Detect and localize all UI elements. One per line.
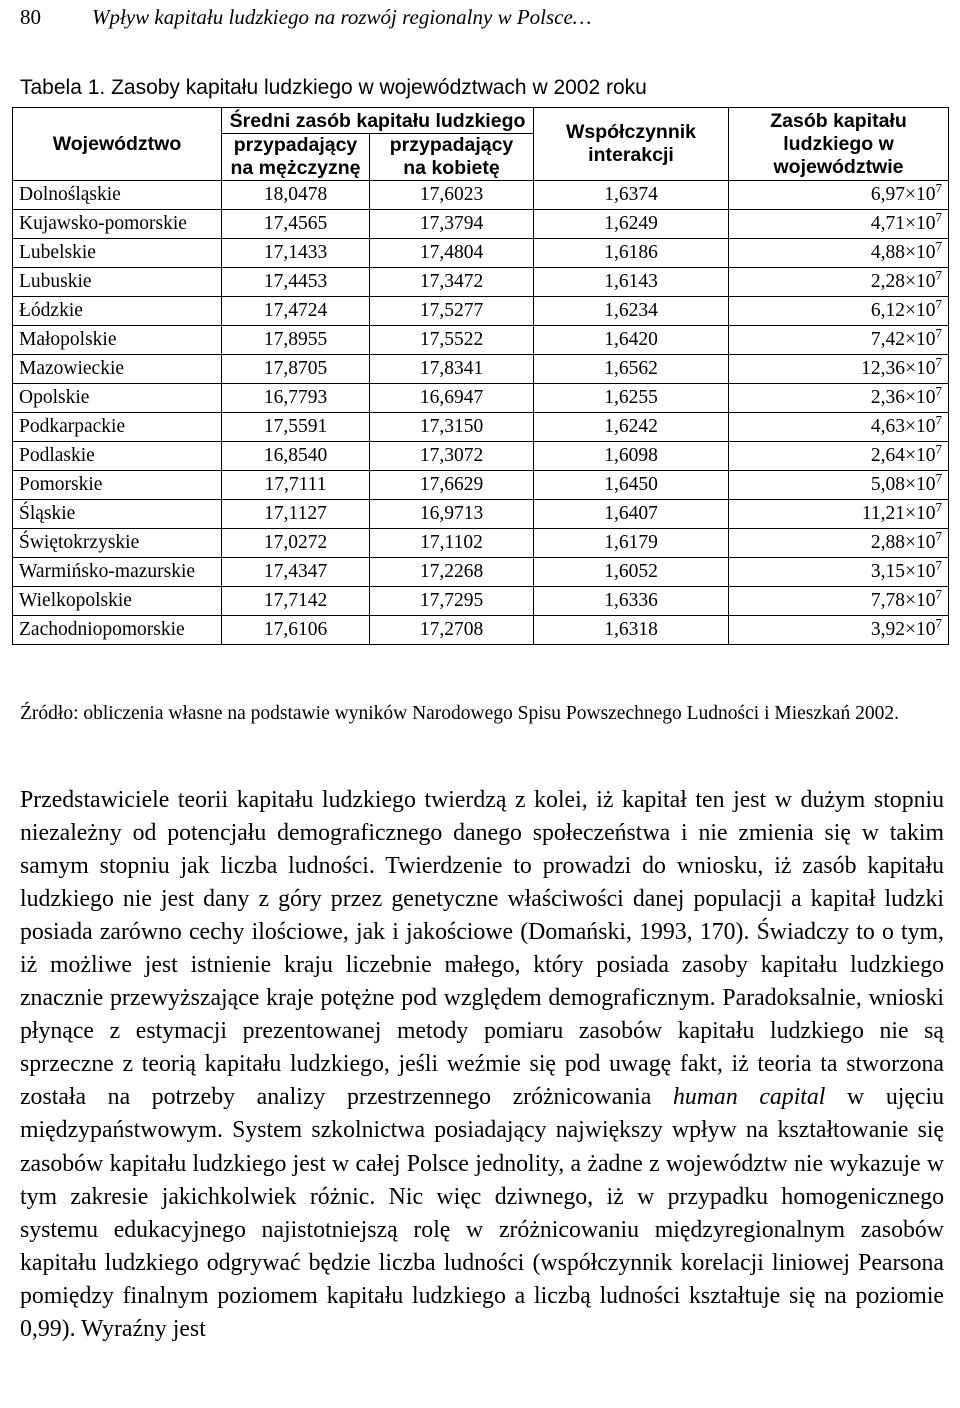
stock-exponent: 7 — [935, 586, 942, 602]
stock-exponent: 7 — [935, 209, 942, 225]
table-row — [13, 210, 949, 239]
table-row — [13, 326, 949, 355]
cell-voivodeship: Zachodniopomorskie — [13, 616, 222, 645]
cell-male: 17,5591 — [222, 413, 370, 442]
header-interaction-coefficient: Współczynnik interakcji — [534, 108, 729, 181]
cell-voivodeship: Opolskie — [13, 384, 222, 413]
table-header — [13, 108, 949, 181]
cell-total-stock — [729, 268, 949, 297]
cell-voivodeship: Łódzkie — [13, 297, 222, 326]
header-voivodeship: Województwo — [13, 108, 222, 181]
body-text-emphasis: human capital — [672, 1084, 826, 1111]
stock-mantissa: 7,42×10 — [870, 329, 936, 350]
stock-mantissa: 12,36×10 — [861, 358, 936, 379]
cell-female: 17,6023 — [370, 181, 534, 210]
cell-total-stock — [729, 442, 949, 471]
cell-female: 16,9713 — [370, 500, 534, 529]
stock-mantissa: 7,78×10 — [870, 590, 936, 611]
page-number: 80 — [20, 5, 41, 29]
stock-mantissa: 2,64×10 — [870, 445, 936, 466]
table-row — [13, 500, 949, 529]
cell-male: 17,8955 — [222, 326, 370, 355]
table-row — [13, 471, 949, 500]
cell-female: 17,2268 — [370, 558, 534, 587]
cell-female: 17,7295 — [370, 587, 534, 616]
table-row — [13, 442, 949, 471]
stock-exponent: 7 — [935, 180, 942, 196]
cell-coefficient: 1,6255 — [534, 384, 729, 413]
stock-exponent: 7 — [935, 528, 942, 544]
table-row — [13, 355, 949, 384]
stock-exponent: 7 — [935, 238, 942, 254]
cell-voivodeship: Pomorskie — [13, 471, 222, 500]
cell-male: 17,7111 — [222, 471, 370, 500]
cell-coefficient: 1,6098 — [534, 442, 729, 471]
header-total-stock: Zasób kapitału ludzkiego w województwie — [729, 108, 949, 181]
stock-exponent: 7 — [935, 615, 942, 631]
cell-male: 17,6106 — [222, 616, 370, 645]
cell-coefficient: 1,6318 — [534, 616, 729, 645]
table-caption: Tabela 1. Zasoby kapitału ludzkiego w województwach w 2002 roku — [20, 76, 647, 99]
cell-male: 17,7142 — [222, 587, 370, 616]
cell-male: 16,8540 — [222, 442, 370, 471]
stock-exponent: 7 — [935, 557, 942, 573]
running-title: Wpływ kapitału ludzkiego na rozwój regionalny w Polsce… — [92, 5, 592, 29]
stock-exponent: 7 — [935, 267, 942, 283]
cell-total-stock — [729, 297, 949, 326]
stock-exponent: 7 — [935, 470, 942, 486]
cell-male: 17,4453 — [222, 268, 370, 297]
cell-male: 16,7793 — [222, 384, 370, 413]
cell-male: 18,0478 — [222, 181, 370, 210]
stock-mantissa: 5,08×10 — [870, 474, 936, 495]
cell-voivodeship: Warmińsko-mazurskie — [13, 558, 222, 587]
stock-mantissa: 2,88×10 — [870, 532, 936, 553]
cell-female: 17,3794 — [370, 210, 534, 239]
table-row — [13, 268, 949, 297]
cell-female: 17,2708 — [370, 616, 534, 645]
cell-total-stock — [729, 384, 949, 413]
cell-voivodeship: Śląskie — [13, 500, 222, 529]
stock-mantissa: 6,97×10 — [870, 184, 936, 205]
stock-exponent: 7 — [935, 354, 942, 370]
body-text-part2: w ujęciu międzypaństwowym. System szkolnictwa posiadający największy wpływ na kształtowanie się zasobów kapitału ludzkiego jest w całej Polsce jednolity, a żadne z województw nie wykazuje w tym zakresie jakichkolwiek różnic. Nic więc dziwnego, iż w przypadku homogenicznego systemu edukacyjnego najistotniejszą rolę w zróżnicowaniu międzyregionalnym zasobów kapitału ludzkiego odgrywać będzie liczba ludności (współczynnik korelacji liniowej Pearsona pomiędzy finalnym poziomem kapitału ludzkiego a liczbą ludności kształtuje się na poziomie 0,99). Wyraźny jest — [20, 1084, 944, 1342]
cell-female: 17,3150 — [370, 413, 534, 442]
table-body — [13, 181, 949, 645]
cell-male: 17,1433 — [222, 239, 370, 268]
cell-voivodeship: Podlaskie — [13, 442, 222, 471]
body-text-part1: Przedstawiciele teorii kapitału ludzkiego twierdzą z kolei, iż kapitał ten jest w dużym stopniu niezależny od potencjału demograficznego danego społeczeństwa i nie zmienia się w takim samym stopniu jak liczba ludności. Twierdzenie to prowadzi do wniosku, iż zasób kapitału ludzkiego nie jest dany z góry przez genetyczne właściwości danej populacji a kapitał ludzki posiada zarówno cechy ilościowe, jak i jakościowe (Domański, 1993, 170). Świadczy to o tym, iż możliwe jest istnienie kraju liczebnie małego, który posiada zasoby kapitału ludzkiego znacznie przewyższające kraje potężne pod względem demograficznym. Paradoksalnie, wnioski płynące z estymacji prezentowanej metody pomiaru zasobów kapitału ludzkiego nie są sprzeczne z teorią kapitału ludzkiego, jeśli weźmie się pod uwagę fakt, iż teoria ta stworzona została na potrzeby analizy przestrzennego zróżnicowania — [20, 787, 944, 1111]
cell-coefficient: 1,6450 — [534, 471, 729, 500]
cell-female: 17,5522 — [370, 326, 534, 355]
cell-coefficient: 1,6052 — [534, 558, 729, 587]
cell-female: 17,3072 — [370, 442, 534, 471]
cell-total-stock — [729, 326, 949, 355]
cell-total-stock — [729, 616, 949, 645]
cell-voivodeship: Lubuskie — [13, 268, 222, 297]
stock-exponent: 7 — [935, 441, 942, 457]
table-row — [13, 558, 949, 587]
cell-voivodeship: Kujawsko-pomorskie — [13, 210, 222, 239]
stock-exponent: 7 — [935, 325, 942, 341]
stock-mantissa: 4,63×10 — [870, 416, 936, 437]
cell-coefficient: 1,6242 — [534, 413, 729, 442]
table-row — [13, 616, 949, 645]
cell-voivodeship: Wielkopolskie — [13, 587, 222, 616]
stock-mantissa: 11,21×10 — [861, 503, 936, 524]
cell-female: 17,1102 — [370, 529, 534, 558]
cell-male: 17,8705 — [222, 355, 370, 384]
stock-exponent: 7 — [935, 412, 942, 428]
cell-total-stock — [729, 181, 949, 210]
header-per-male: przypadający na mężczyznę — [222, 134, 370, 181]
table-row — [13, 529, 949, 558]
table-row — [13, 239, 949, 268]
table-row — [13, 384, 949, 413]
cell-male: 17,4347 — [222, 558, 370, 587]
table-row — [13, 297, 949, 326]
cell-male: 17,4724 — [222, 297, 370, 326]
stock-exponent: 7 — [935, 296, 942, 312]
header-average-stock: Średni zasób kapitału ludzkiego — [222, 108, 534, 134]
cell-coefficient: 1,6234 — [534, 297, 729, 326]
body-paragraph — [20, 784, 944, 1346]
cell-coefficient: 1,6179 — [534, 529, 729, 558]
stock-mantissa: 4,71×10 — [870, 213, 936, 234]
stock-mantissa: 4,88×10 — [870, 242, 936, 263]
cell-total-stock — [729, 210, 949, 239]
stock-mantissa: 2,28×10 — [870, 271, 936, 292]
stock-exponent: 7 — [935, 383, 942, 399]
cell-total-stock — [729, 239, 949, 268]
header-per-female: przypadający na kobietę — [370, 134, 534, 181]
cell-coefficient: 1,6374 — [534, 181, 729, 210]
stock-mantissa: 2,36×10 — [870, 387, 936, 408]
stock-mantissa: 6,12×10 — [870, 300, 936, 321]
cell-voivodeship: Świętokrzyskie — [13, 529, 222, 558]
cell-female: 16,6947 — [370, 384, 534, 413]
cell-voivodeship: Mazowieckie — [13, 355, 222, 384]
cell-male: 17,4565 — [222, 210, 370, 239]
page-header — [20, 2, 591, 32]
cell-coefficient: 1,6143 — [534, 268, 729, 297]
cell-female: 17,8341 — [370, 355, 534, 384]
cell-coefficient: 1,6336 — [534, 587, 729, 616]
cell-female: 17,3472 — [370, 268, 534, 297]
cell-total-stock — [729, 355, 949, 384]
table-row — [13, 181, 949, 210]
cell-coefficient: 1,6420 — [534, 326, 729, 355]
cell-total-stock — [729, 587, 949, 616]
cell-voivodeship: Lubelskie — [13, 239, 222, 268]
cell-male: 17,1127 — [222, 500, 370, 529]
table-row — [13, 413, 949, 442]
cell-coefficient: 1,6249 — [534, 210, 729, 239]
stock-mantissa: 3,15×10 — [870, 561, 936, 582]
cell-coefficient: 1,6562 — [534, 355, 729, 384]
cell-total-stock — [729, 471, 949, 500]
stock-exponent: 7 — [935, 499, 942, 515]
cell-female: 17,5277 — [370, 297, 534, 326]
cell-total-stock — [729, 558, 949, 587]
cell-voivodeship: Podkarpackie — [13, 413, 222, 442]
cell-voivodeship: Małopolskie — [13, 326, 222, 355]
table-row — [13, 587, 949, 616]
cell-total-stock — [729, 529, 949, 558]
cell-coefficient: 1,6186 — [534, 239, 729, 268]
cell-total-stock — [729, 500, 949, 529]
cell-voivodeship: Dolnośląskie — [13, 181, 222, 210]
table-source-note: Źródło: obliczenia własne na podstawie wyników Narodowego Spisu Powszechnego Ludności i Mieszkań 2002. — [20, 703, 899, 724]
cell-coefficient: 1,6407 — [534, 500, 729, 529]
cell-female: 17,6629 — [370, 471, 534, 500]
cell-female: 17,4804 — [370, 239, 534, 268]
cell-male: 17,0272 — [222, 529, 370, 558]
cell-total-stock — [729, 413, 949, 442]
data-table — [12, 107, 949, 645]
stock-mantissa: 3,92×10 — [870, 619, 936, 640]
